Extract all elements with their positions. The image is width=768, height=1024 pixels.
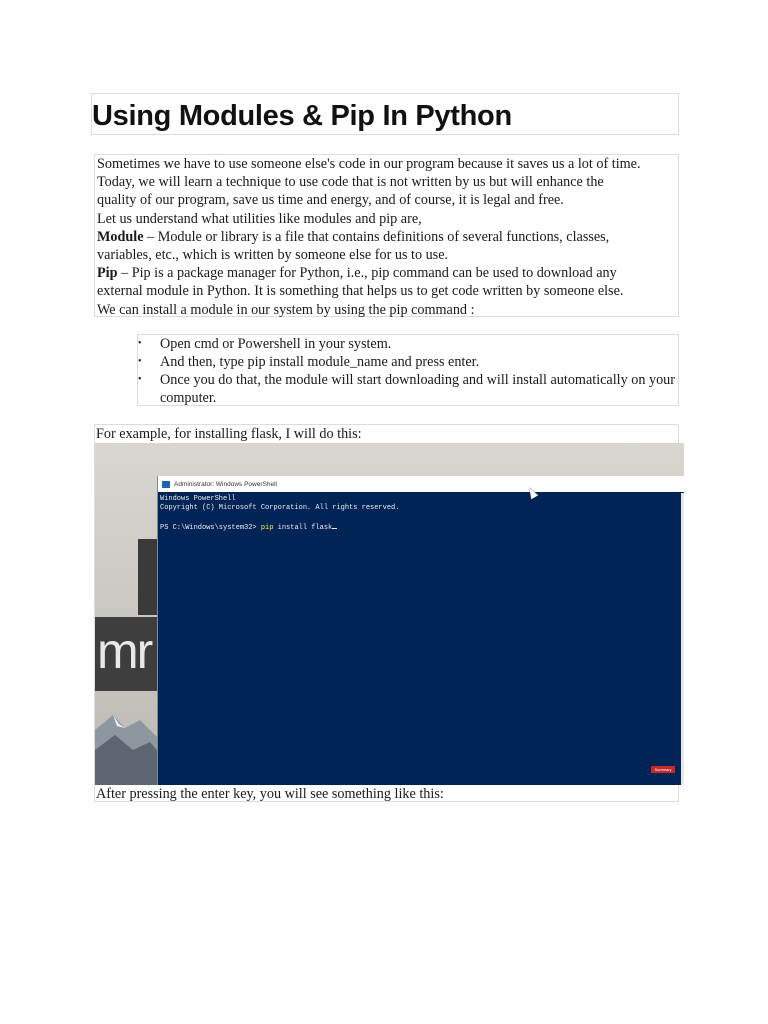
steps-list-box xyxy=(137,334,679,406)
list-item xyxy=(138,353,678,371)
intro-line-4: Let us understand what utilities like modules and pip are, xyxy=(97,210,422,227)
console-command: pip xyxy=(260,524,274,532)
mountain-image xyxy=(95,690,165,785)
list-item xyxy=(138,335,678,353)
powershell-window xyxy=(157,476,684,785)
intro-line-1: Sometimes we have to use someone else's code in our program because it saves us a lot of time. xyxy=(97,156,641,172)
bullet-icon: • xyxy=(138,338,142,349)
module-def-2: variables, etc., which is written by someone else for us to use. xyxy=(97,247,449,264)
pip-def-1: – Pip is a package manager for Python, i.e., pip command can be used to download any xyxy=(117,265,617,282)
text-cursor xyxy=(332,522,337,529)
console-output xyxy=(158,492,684,533)
powershell-icon xyxy=(162,481,170,488)
steps-list xyxy=(138,335,678,407)
console-args: install flask xyxy=(273,524,333,532)
intro-line-3: quality of our program, save us time and energy, and of course, it is legal and free. xyxy=(97,192,564,209)
intro-section xyxy=(94,154,679,317)
module-term: Module xyxy=(97,228,144,245)
title-box xyxy=(91,93,679,135)
example-caption: For example, for installing flask, I will do this: xyxy=(96,426,362,442)
background-text: mr xyxy=(97,623,152,679)
step-text: Once you do that, the module will start downloading and will install automatically on your computer. xyxy=(160,372,675,406)
pip-def-2: external module in Python. It is something that helps us to get code written by someone else. xyxy=(97,283,624,300)
pip-definition xyxy=(97,264,676,282)
status-badge: Summary xyxy=(651,766,675,773)
page-title: Using Modules & Pip In Python xyxy=(92,100,512,132)
console-command-line xyxy=(160,522,684,533)
bullet-icon: • xyxy=(138,356,142,367)
bullet-icon: • xyxy=(138,374,142,385)
list-item xyxy=(138,371,678,407)
scrollbar xyxy=(681,493,684,785)
window-titlebar xyxy=(158,476,684,492)
window-title: Administrator: Windows PowerShell xyxy=(174,480,277,488)
module-def-1: – Module or library is a file that contains definitions of several functions, classes, xyxy=(143,228,610,245)
after-caption: After pressing the enter key, you will see something like this: xyxy=(96,786,444,802)
module-definition xyxy=(97,228,676,246)
console-prompt: PS C:\Windows\system32> xyxy=(160,524,261,532)
example-section xyxy=(94,424,679,802)
console-line: Copyright (C) Microsoft Corporation. All rights reserved. xyxy=(160,504,400,512)
intro-line-2: Today, we will learn a technique to use code that is not written by us but will enhance the xyxy=(97,174,604,191)
pip-term: Pip xyxy=(97,265,118,282)
powershell-screenshot xyxy=(95,443,684,785)
console-line: Windows PowerShell xyxy=(160,495,236,503)
step-text: And then, type pip install module_name and press enter. xyxy=(160,354,480,370)
step-text: Open cmd or Powershell in your system. xyxy=(160,336,392,352)
intro-last-line: We can install a module in our system by using the pip command : xyxy=(97,301,475,318)
console-blank xyxy=(160,513,684,522)
